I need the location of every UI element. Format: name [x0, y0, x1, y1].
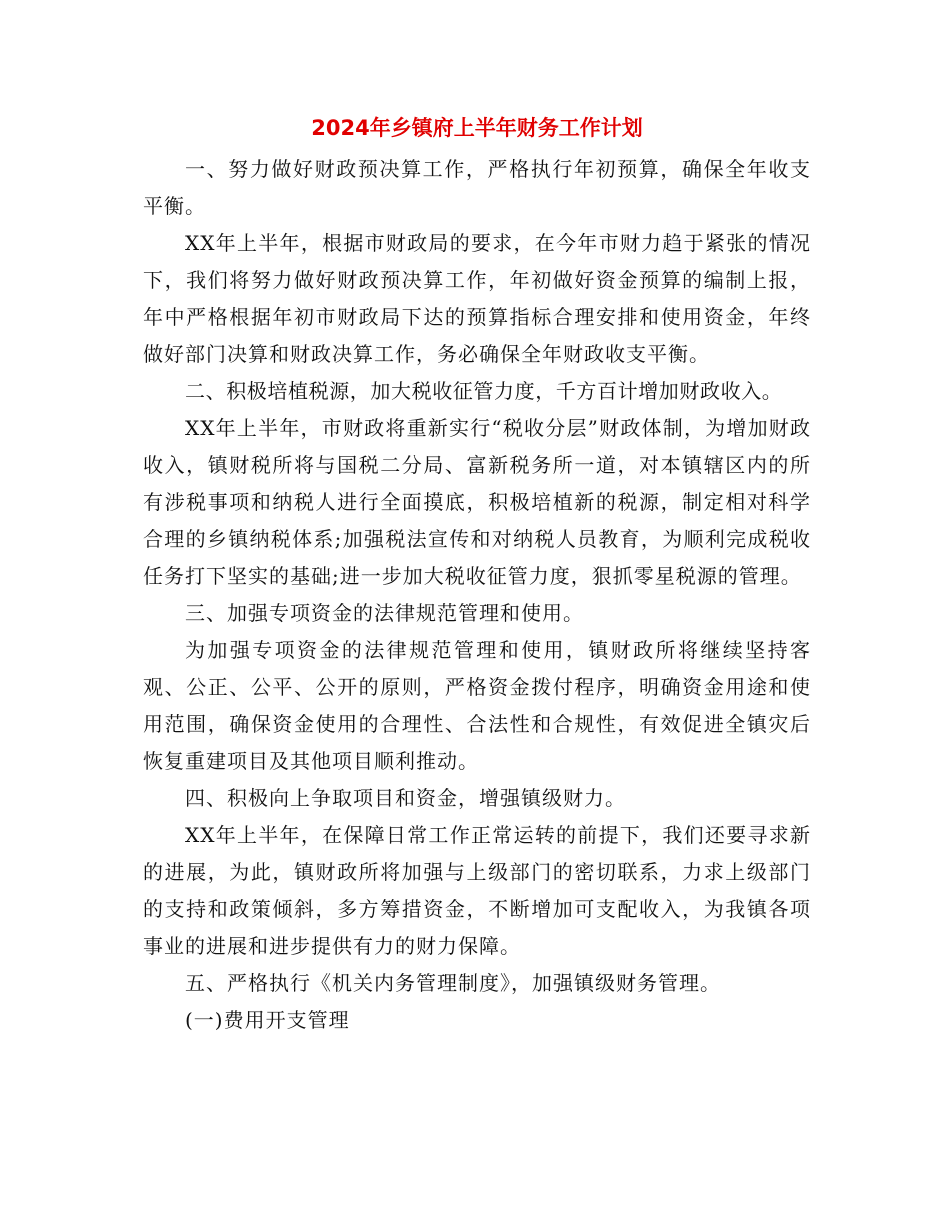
paragraph-section-2-heading: 二、积极培植税源，加大税收征管力度，千方百计增加财政收入。 [185, 379, 783, 403]
paragraph-section-5-heading: 五、严格执行《机关内务管理制度》，加强镇级财务管理。 [185, 971, 721, 995]
document-title: 2024年乡镇府上半年财务工作计划 [311, 116, 643, 140]
paragraph-section-3-heading: 三、加强专项资金的法律规范管理和使用。 [185, 601, 584, 625]
paragraph-section-2-body: XX年上半年，市财政将重新实行“税收分层”财政体制，为增加财政收入，镇财税所将与国税二分局、富新税务所一道，对本镇辖区内的所有涉税事项和纳税人进行全面摸底，积极培植新的税源，制定相对科学合理的乡镇纳税体系;加强税法宣传和对纳税人员教育，为顺利完成税收任务打下坚实的基础;进一步加大税收征管力度，狠抓零星税源的管理。 [143, 416, 811, 588]
paragraph-section-1-heading: 一、努力做好财政预决算工作，严格执行年初预算，确保全年收支平衡。 [143, 157, 811, 218]
document-page [143, 108, 811, 1039]
paragraph-subsection-1-heading: (一)费用开支管理 [185, 1008, 350, 1032]
paragraph-section-1-body: XX年上半年，根据市财政局的要求，在今年市财力趋于紧张的情况下，我们将努力做好财政预决算工作，年初做好资金预算的编制上报，年中严格根据年初市财政局下达的预算指标合理安排和使用资金，年终做好部门决算和财政决算工作，务必确保全年财政收支平衡。 [143, 231, 811, 366]
paragraph-section-4-heading: 四、积极向上争取项目和资金，增强镇级财力。 [185, 786, 626, 810]
paragraph-section-3-body: 为加强专项资金的法律规范管理和使用，镇财政所将继续坚持客观、公正、公平、公开的原则，严格资金拨付程序，明确资金用途和使用范围，确保资金使用的合理性、合法性和合规性，有效促进全镇灾后恢复重建项目及其他项目顺利推动。 [143, 638, 811, 773]
paragraph-section-4-body: XX年上半年，在保障日常工作正常运转的前提下，我们还要寻求新的进展，为此，镇财政所将加强与上级部门的密切联系，力求上级部门的支持和政策倾斜，多方筹措资金，不断增加可支配收入，为我镇各项事业的进展和进步提供有力的财力保障。 [143, 823, 811, 958]
